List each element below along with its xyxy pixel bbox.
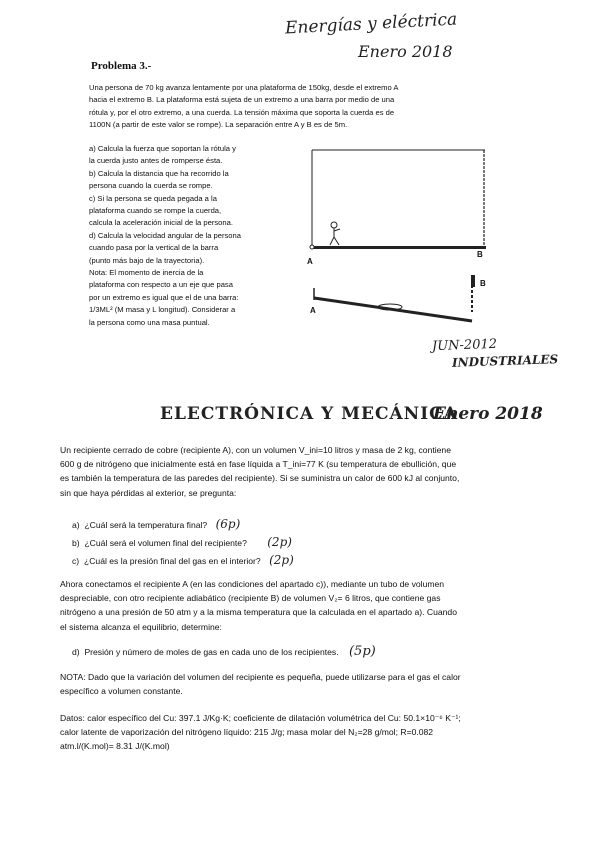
handwritten-note-jun: JUN-2012 bbox=[431, 336, 498, 355]
platform-diagram bbox=[300, 140, 500, 325]
diagram-label-a2: A bbox=[310, 306, 316, 315]
question-label: b) bbox=[72, 538, 80, 548]
text-line: hacia el extremo B. La plataforma está sujeta de un extremo a una barra por medio de una bbox=[89, 95, 395, 105]
handwritten-note-industriales: INDUSTRIALES bbox=[451, 352, 559, 370]
question-points: (6p) bbox=[215, 517, 241, 531]
text-line: 1100N (a partir de este valor se rompe). La separación entre A y B es de 5m. bbox=[89, 120, 348, 130]
item-line: d) Calcula la velocidad angular de la persona bbox=[89, 230, 241, 240]
question-points: (5p) bbox=[348, 644, 376, 659]
question-label: d) bbox=[72, 647, 80, 657]
item-line: a) Calcula la fuerza que soportan la rótula y bbox=[89, 144, 236, 153]
text-line: Ahora conectamos el recipiente A (en las condiciones del apartado c)), mediante un tubo de volumen bbox=[60, 579, 445, 589]
item-line: por un extremo es igual que el de una barra: bbox=[89, 292, 239, 302]
diagram-top bbox=[310, 150, 486, 249]
diagram-label-b2: B bbox=[480, 279, 486, 288]
text-line: nitrógeno a una presión de 50 atm y a la misma temperatura que la calculada en el apartado a). Cuando bbox=[60, 607, 457, 618]
item-line: plataforma con respecto a un eje que pasa bbox=[89, 280, 233, 290]
nota-paragraph bbox=[60, 670, 560, 698]
item-line: calcula la aceleración inicial de la persona. bbox=[89, 218, 233, 228]
text-line: atm.l/(K.mol)= 8.31 J/(K.mol) bbox=[60, 741, 170, 752]
question-text: Presión y número de moles de gas en cada uno de los recipientes. bbox=[84, 647, 339, 657]
item-line: persona cuando la cuerda se rompe. bbox=[89, 181, 213, 191]
item-line: Nota: El momento de inercia de la bbox=[89, 268, 204, 278]
pivot-joint bbox=[310, 245, 314, 249]
section-heading-handwritten: ELECTRÓNICA Y MECÁNICA bbox=[160, 404, 458, 424]
question-points: (2p) bbox=[269, 553, 294, 567]
text-line: Una persona de 70 kg avanza lentamente por una plataforma de 150kg, desde el extremo A bbox=[89, 83, 399, 92]
platform-top bbox=[312, 246, 486, 249]
text-line: Un recipiente cerrado de cobre (recipiente A), con un volumen V_ini=10 litros y masa de 2 kg, contiene bbox=[60, 445, 451, 455]
item-line: la cuerda justo antes de romperse ésta. bbox=[89, 156, 223, 166]
question-b bbox=[72, 535, 512, 550]
question-label: c) bbox=[72, 556, 80, 566]
question-label: a) bbox=[72, 520, 80, 530]
text-line: es también la temperatura de las paredes del recipiente). Si se suministra un calor de 600 kJ al conjunto, bbox=[60, 473, 460, 484]
question-points: (2p) bbox=[267, 535, 292, 549]
person-figure bbox=[330, 222, 340, 245]
text-line: calor latente de vaporización del nitrógeno líquido: 215 J/g; masa molar del N₂=28 g/mol; R=0.082 bbox=[60, 727, 434, 738]
question-text: ¿Cuál será la temperatura final? bbox=[84, 520, 208, 530]
item-line: la persona como una masa puntual. bbox=[89, 317, 210, 327]
text-line: específico a volumen constante. bbox=[60, 686, 183, 697]
question-a bbox=[72, 517, 512, 532]
header-title-handwritten: Energías y eléctrica bbox=[284, 9, 458, 39]
question-d bbox=[72, 645, 542, 659]
item-line: cuando pasa por la vertical de la barra bbox=[89, 243, 219, 253]
text-line: el sistema alcanza el equilibrio, determine: bbox=[60, 621, 222, 632]
question-text: ¿Cuál será el volumen final del recipiente? bbox=[84, 538, 247, 548]
section-date-handwritten: Enero 2018 bbox=[433, 404, 543, 424]
diagram-label-a1: A bbox=[307, 257, 313, 266]
item-line: 1/3ML² (M masa y L longitud). Considerar a bbox=[89, 305, 236, 315]
text-line: 600 g de nitrógeno que inicialmente está en fase líquida a T_ini=77 K (su temperatura de ebullición, que bbox=[60, 459, 457, 470]
diagram-label-b1: B bbox=[477, 250, 483, 259]
section-second-paragraph bbox=[60, 577, 560, 634]
hanging-weight bbox=[471, 275, 475, 287]
item-line: (punto más bajo de la trayectoria). bbox=[89, 255, 205, 265]
item-line: c) Si la persona se queda pegada a la bbox=[89, 193, 217, 203]
problem-intro bbox=[89, 82, 509, 132]
text-line: NOTA: Dado que la variación del volumen del recipiente es pequeña, puede utilizarse para el gas el calor bbox=[60, 672, 461, 682]
text-line: sin que haya pérdidas al exterior, se pregunta: bbox=[60, 487, 237, 498]
datos-paragraph bbox=[60, 711, 565, 754]
question-c bbox=[72, 553, 512, 568]
section-intro bbox=[60, 443, 560, 500]
problem-items bbox=[89, 143, 294, 329]
item-line: plataforma cuando se rompe la cuerda, bbox=[89, 206, 222, 216]
question-text: ¿Cuál es la presión final del gas en el interior? bbox=[83, 556, 261, 566]
diagram-bottom bbox=[314, 275, 475, 321]
item-line: b) Calcula la distancia que ha recorrido la bbox=[89, 168, 229, 178]
text-line: Datos: calor específico del Cu: 397.1 J/Kg·K; coeficiente de dilatación volumétrica del Cu: 50.1×10⁻⁶ K⁻¹; bbox=[60, 713, 461, 723]
text-line: rótula y, por el otro extremo, a una cuerda. La tensión máxima que soporta la cuerda es de bbox=[89, 107, 395, 117]
problem-heading: Problema 3.- bbox=[91, 60, 152, 72]
header-date-handwritten: Enero 2018 bbox=[358, 42, 453, 61]
text-line: despreciable, con otro recipiente adiabático (recipiente B) de volumen V₂= 6 litros, que contiene gas bbox=[60, 593, 441, 604]
